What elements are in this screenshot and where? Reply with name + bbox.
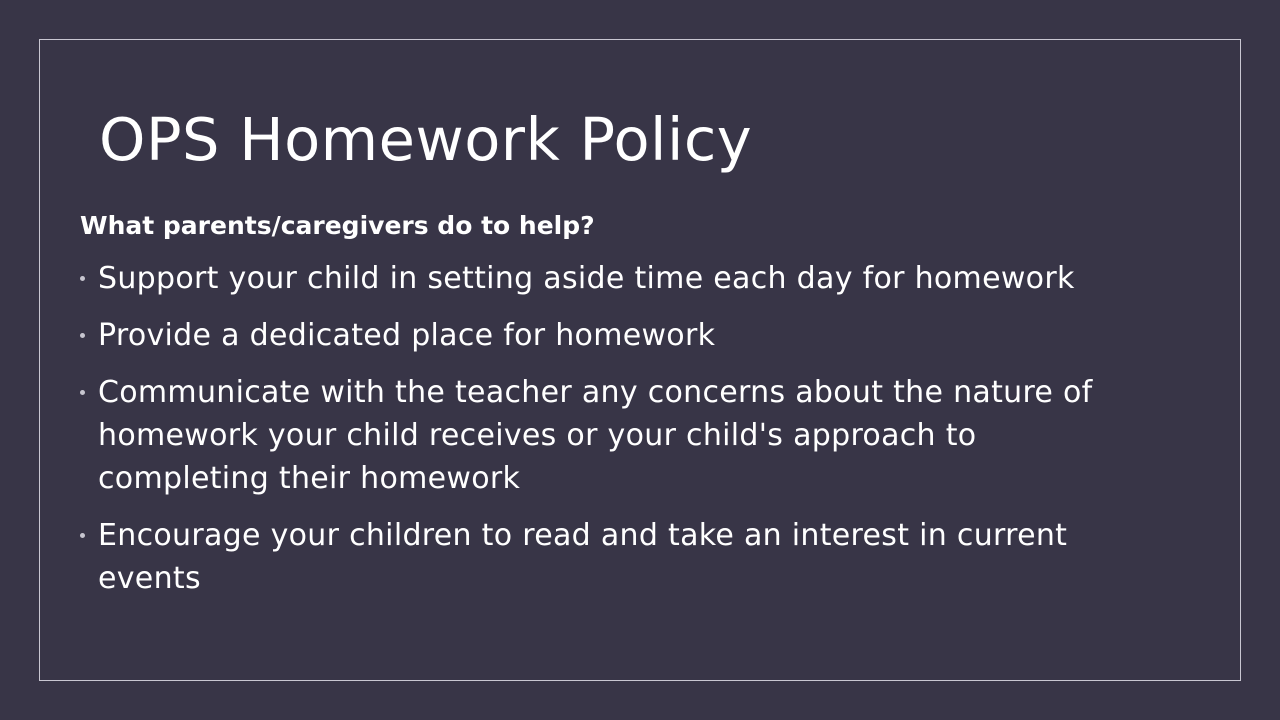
bullet-dot-icon bbox=[80, 390, 85, 395]
bullet-list bbox=[80, 257, 1150, 600]
bullet-text: Communicate with the teacher any concerns about the nature of homework your child receives or your child's approach to completing their homework bbox=[98, 375, 1093, 496]
bullet-text: Support your child in setting aside time each day for homework bbox=[98, 261, 1075, 296]
bullet-dot-icon bbox=[80, 276, 85, 281]
bullet-text: Provide a dedicated place for homework bbox=[98, 318, 716, 353]
bullet-item bbox=[80, 371, 1150, 500]
bullet-text: Encourage your children to read and take an interest in current events bbox=[98, 518, 1068, 596]
bullet-item bbox=[80, 257, 1150, 300]
bullet-dot-icon bbox=[80, 533, 85, 538]
subheading: What parents/caregivers do to help? bbox=[80, 211, 595, 240]
slide-title: OPS Homework Policy bbox=[99, 105, 753, 174]
bullet-item bbox=[80, 514, 1150, 600]
bullet-item bbox=[80, 314, 1150, 357]
slide-content bbox=[80, 204, 1150, 600]
bullet-dot-icon bbox=[80, 333, 85, 338]
